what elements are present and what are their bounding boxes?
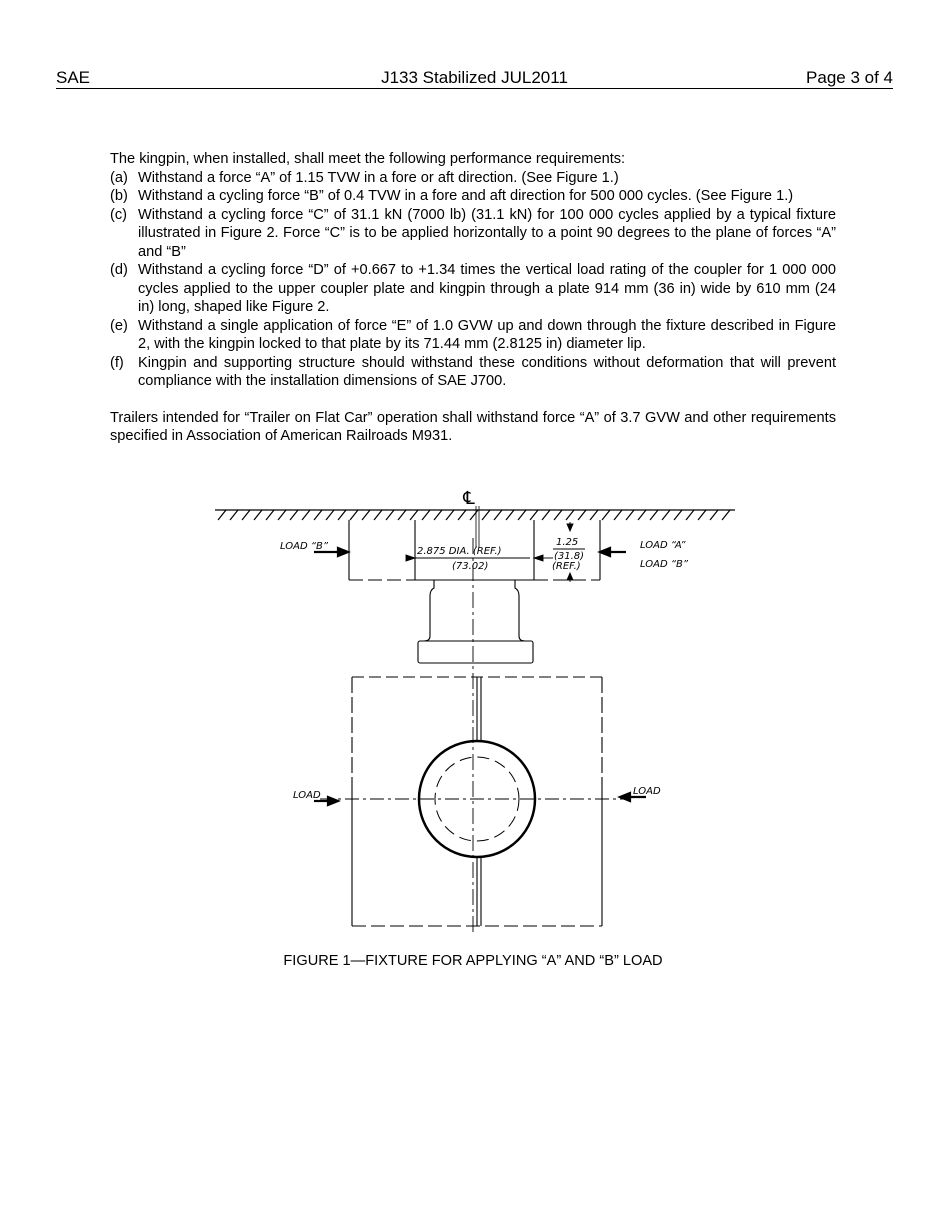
- requirement-item: [110, 261, 836, 317]
- centerline-symbol: ℄: [463, 488, 475, 509]
- requirement-label: (d): [110, 262, 128, 278]
- requirements-list: [110, 169, 836, 391]
- height-ref-label: (REF.): [552, 561, 581, 572]
- requirement-label: (e): [110, 317, 128, 334]
- load-b-left-label: LOAD “B”: [280, 541, 329, 552]
- load-a-right-label: LOAD “A”: [640, 540, 686, 551]
- requirement-text: Withstand a single application of force “E” of 1.0 GVW up and down through the fixture described in Figure 2, with the kingpin locked to that plate by its 71.44 mm (2.8125 in) diameter lip.: [138, 317, 836, 352]
- requirement-item: [110, 317, 836, 354]
- height-mm-label: (31.8): [554, 551, 585, 562]
- requirement-item: [110, 187, 836, 206]
- requirement-text: Withstand a cycling force “D” of +0.667 to +1.34 times the vertical load rating of the coupler for 1 000 000 cycles applied to the upper coupler plate and kingpin through a plate 914 mm (36 in) wide by 610 mm (24 in) long, shaped like Figure 2.: [138, 262, 836, 315]
- fixture-figure: [190, 478, 750, 938]
- intro-text: The kingpin, when installed, shall meet the following performance requirements:: [110, 151, 626, 167]
- load-left-label: LOAD: [293, 790, 321, 801]
- trailer-note: Trailers intended for “Trailer on Flat Car” operation shall withstand force “A” of 3.7 GVW and other requirements specified in Association of American Railroads M931.: [110, 409, 836, 444]
- ground-hatch: [215, 510, 735, 520]
- requirement-text: Withstand a force “A” of 1.15 TVW in a fore or aft direction. (See Figure 1.): [138, 169, 619, 186]
- header-org: SAE: [56, 68, 91, 87]
- requirement-text: Withstand a cycling force “C” of 31.1 kN (7000 lb) (31.1 kN) for 100 000 cycles applied by a typical fixture illustrated in Figure 2. Force “C” is to be applied horizontally to a point 90 degrees to the plane of forces “A” and “B”: [138, 206, 836, 260]
- height-label: 1.25: [556, 537, 579, 548]
- lower-fixture: [320, 677, 630, 926]
- diameter-mm-label: (73.02): [452, 561, 489, 572]
- requirement-item: [110, 354, 836, 391]
- requirement-label: (f): [110, 354, 124, 371]
- page-header: [56, 68, 893, 89]
- requirement-label: (a): [110, 169, 128, 186]
- requirement-label: (c): [110, 206, 128, 223]
- header-doc-id: J133 Stabilized JUL2011: [381, 68, 568, 87]
- requirement-item: [110, 206, 836, 262]
- diameter-label: 2.875 DIA. (REF.): [417, 546, 502, 557]
- requirement-label: (b): [110, 188, 128, 204]
- requirement-text: Kingpin and supporting structure should withstand these conditions without deformation that will prevent compliance with the installation dimensions of SAE J700.: [138, 354, 836, 389]
- requirement-item: [110, 169, 836, 188]
- load-b-right-label: LOAD “B”: [640, 559, 689, 570]
- header-page-number: Page 3 of 4: [806, 68, 893, 87]
- figure-caption: FIGURE 1—FIXTURE FOR APPLYING “A” AND “B” LOAD: [283, 953, 663, 969]
- document-body: [110, 150, 836, 446]
- load-right-label: LOAD: [633, 786, 661, 797]
- requirement-text: Withstand a cycling force “B” of 0.4 TVW in a fore and aft direction for 500 000 cycles. (See Figure 1.): [138, 188, 794, 204]
